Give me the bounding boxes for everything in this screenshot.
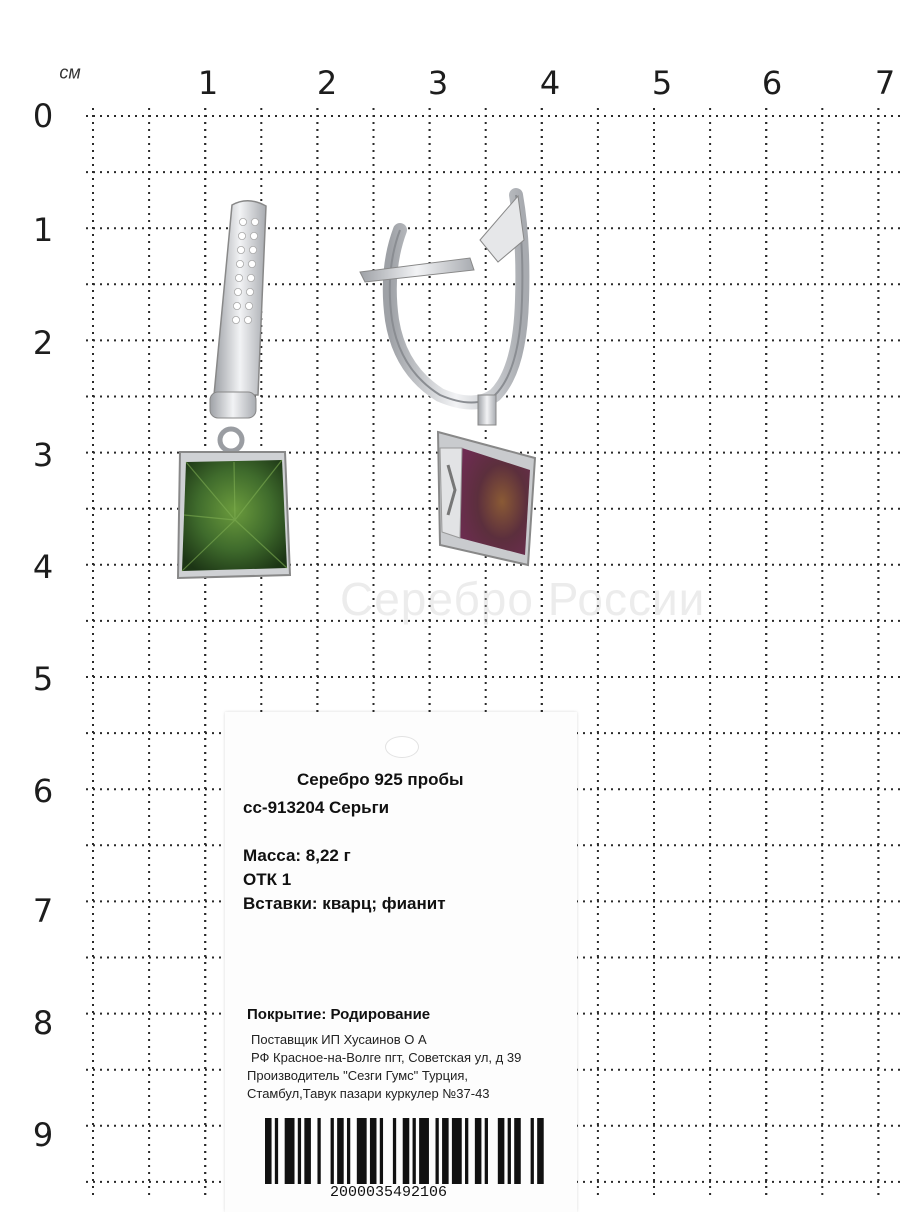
ruler-y-tick: 6 [32,772,54,810]
ruler-x-tick: 7 [874,64,896,102]
ruler-y-tick: 4 [32,548,54,586]
ruler-unit-label: см [59,62,81,83]
tag-material: Серебро 925 пробы [297,770,464,789]
product-tag [225,712,577,1212]
tag-address: РФ Красное-на-Волге пгт, Советская ул, д 39 [251,1050,522,1065]
barcode-number: 2000035492106 [330,1184,448,1201]
tag-supplier: Поставщик ИП Хусаинов О А [251,1032,427,1047]
barcode [265,1118,547,1184]
ruler-y-tick: 3 [32,436,54,474]
tag-article: сс-913204 Серьги [243,798,390,817]
tag-city: Стамбул,Тавук пазари куркулер №37-43 [247,1086,490,1101]
tag-otk: ОТК 1 [243,870,292,889]
tag-hole [385,736,419,758]
left-earring [178,201,290,578]
ruler-x-tick: 6 [761,64,783,102]
ruler-y-tick: 2 [32,324,54,362]
right-earring [360,195,535,565]
tag-coating: Покрытие: Родирование [247,1006,431,1023]
ruler-y-tick: 7 [32,892,54,930]
ruler-x-tick: 1 [197,64,219,102]
ruler-x-tick: 3 [427,64,449,102]
ruler-y-tick: 1 [32,211,54,249]
ruler-y-tick: 5 [32,660,54,698]
tag-manufacturer: Производитель "Сезги Гумс" Турция, [247,1068,469,1083]
ruler-y-tick: 8 [32,1004,54,1042]
ruler-x-tick: 4 [539,64,561,102]
brand-watermark: Серебро России [340,573,706,625]
ruler-y-tick: 0 [32,97,54,135]
tag-mass: Масса: 8,22 г [243,846,351,865]
ruler-y-tick: 9 [32,1116,54,1154]
ruler-x-tick: 2 [316,64,338,102]
tag-inserts: Вставки: кварц; фианит [243,894,446,913]
ruler-x-tick: 5 [651,64,673,102]
